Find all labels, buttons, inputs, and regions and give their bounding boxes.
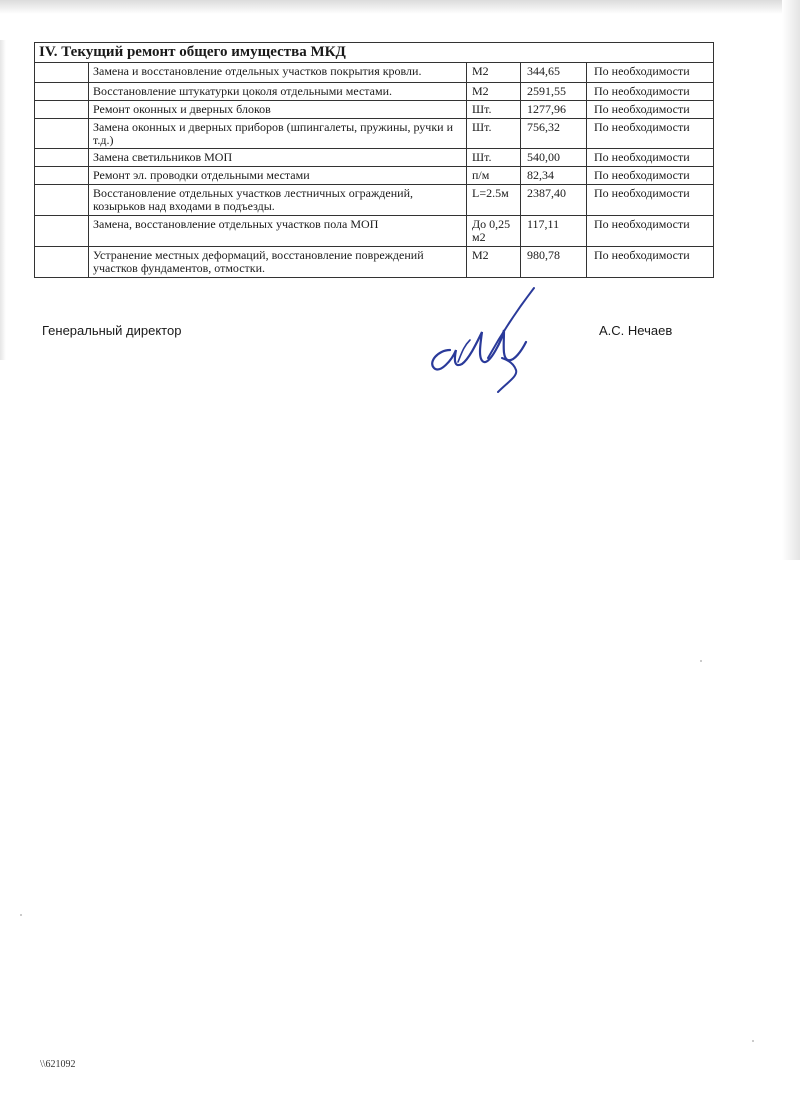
- work-description-cell: Замена, восстановление отдельных участков пола МОП: [89, 216, 467, 247]
- frequency-cell: По необходимости: [587, 247, 714, 278]
- scan-speck: [700, 660, 702, 662]
- frequency-cell: По необходимости: [587, 119, 714, 149]
- unit-cell: М2: [467, 83, 521, 101]
- work-description-cell: Замена и восстановление отдельных участков покрытия кровли.: [89, 63, 467, 83]
- value-cell: 2387,40: [521, 185, 587, 216]
- frequency-cell: По необходимости: [587, 167, 714, 185]
- section-title: IV. Текущий ремонт общего имущества МКД: [35, 43, 714, 63]
- value-cell: 980,78: [521, 247, 587, 278]
- frequency-cell: По необходимости: [587, 83, 714, 101]
- value-cell: 82,34: [521, 167, 587, 185]
- value-cell: 344,65: [521, 63, 587, 83]
- unit-cell: Шт.: [467, 101, 521, 119]
- handwritten-signature: [418, 280, 548, 400]
- value-cell: 540,00: [521, 149, 587, 167]
- unit-cell: М2: [467, 247, 521, 278]
- frequency-cell: По необходимости: [587, 63, 714, 83]
- work-description-cell: Замена светильников МОП: [89, 149, 467, 167]
- frequency-cell: По необходимости: [587, 216, 714, 247]
- document-code: \\621092: [40, 1059, 76, 1070]
- frequency-cell: По необходимости: [587, 101, 714, 119]
- scan-speck: [20, 914, 22, 916]
- work-description-cell: Ремонт оконных и дверных блоков: [89, 101, 467, 119]
- signatory-title: Генеральный директор: [42, 323, 182, 338]
- unit-cell: п/м: [467, 167, 521, 185]
- signature-block: [0, 0, 800, 400]
- frequency-cell: По необходимости: [587, 185, 714, 216]
- value-cell: 1277,96: [521, 101, 587, 119]
- unit-cell: Шт.: [467, 149, 521, 167]
- scan-speck: [752, 1040, 754, 1042]
- unit-cell: Шт.: [467, 119, 521, 149]
- work-description-cell: Замена оконных и дверных приборов (шпингалеты, пружины, ручки и т.д.): [89, 119, 467, 149]
- value-cell: 2591,55: [521, 83, 587, 101]
- value-cell: 117,11: [521, 216, 587, 247]
- unit-cell: L=2.5м: [467, 185, 521, 216]
- signatory-name: А.С. Нечаев: [599, 323, 673, 338]
- value-cell: 756,32: [521, 119, 587, 149]
- work-description-cell: Восстановление отдельных участков лестничных ограждений, козырьков над входами в подъезды.: [89, 185, 467, 216]
- work-description-cell: Восстановление штукатурки цоколя отдельными местами.: [89, 83, 467, 101]
- unit-cell: До 0,25 м2: [467, 216, 521, 247]
- frequency-cell: По необходимости: [587, 149, 714, 167]
- unit-cell: М2: [467, 63, 521, 83]
- work-description-cell: Ремонт эл. проводки отдельными местами: [89, 167, 467, 185]
- work-description-cell: Устранение местных деформаций, восстановление повреждений участков фундаментов, отмостки.: [89, 247, 467, 278]
